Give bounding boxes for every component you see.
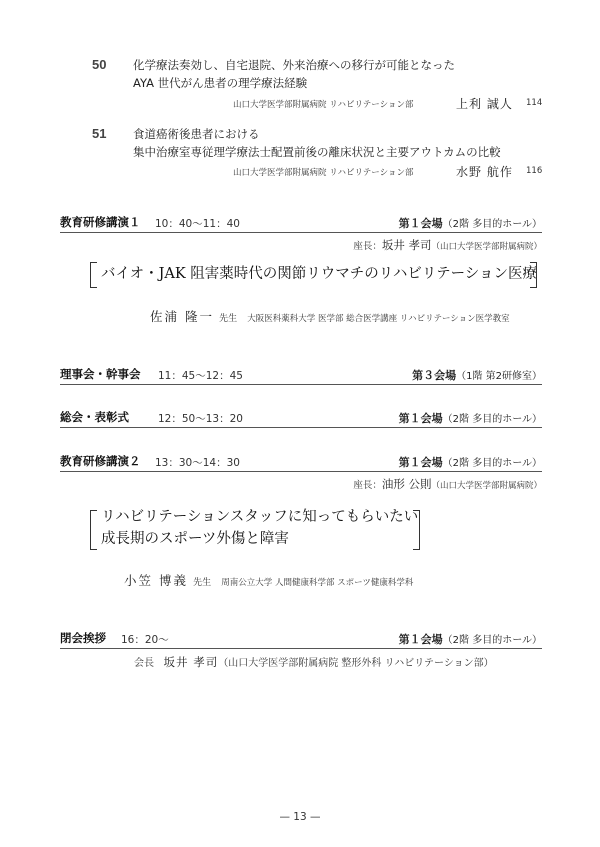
section-title-lecture2: 教育研修講演２ xyxy=(60,454,141,468)
section-time: 13：30～14：30 xyxy=(155,457,240,469)
bracket-left xyxy=(90,510,97,550)
chair-affiliation: （山口大学医学部附属病院） xyxy=(431,242,542,252)
presentation-page: 116 xyxy=(526,166,543,176)
bracket-left xyxy=(90,262,97,288)
lecture-title: バイオ・JAK 阻害薬時代の関節リウマチのリハビリテーション医療 xyxy=(101,266,537,282)
venue-main: 第３会場 xyxy=(412,369,457,382)
chair-line xyxy=(353,476,542,492)
chair-affiliation: （山口大学医学部附属病院） xyxy=(431,481,542,491)
speaker-name: 佐浦 隆一 xyxy=(150,309,214,324)
section-venue xyxy=(399,631,542,647)
section-divider xyxy=(60,471,542,472)
venue-detail: （2階 多目的ホール） xyxy=(442,219,542,230)
venue-main: 第１会場 xyxy=(398,412,443,425)
chair-name: 坂井 孝司 xyxy=(381,238,432,252)
presentation-affiliation: 山口大学医学部附属病院 リハビリテーション部 xyxy=(233,168,414,178)
section-venue xyxy=(399,215,542,231)
presentation-title-line1: 食道癌術後患者における xyxy=(133,127,260,141)
venue-detail: （1階 第2研修室） xyxy=(456,371,542,382)
presentation-title-line1: 化学療法奏効し、自宅退院、外来治療への移行が可能となった xyxy=(133,58,455,72)
section-title-board: 理事会・幹事会 xyxy=(60,367,141,381)
venue-main: 第１会場 xyxy=(398,633,443,646)
venue-main: 第１会場 xyxy=(398,456,443,469)
presentation-author: 水野 航作 xyxy=(456,165,513,179)
section-time: 11：45～12：45 xyxy=(158,370,243,382)
lecture-title-line1: リハビリテーションスタッフに知ってもらいたい xyxy=(101,509,419,525)
section-divider xyxy=(60,427,542,428)
presentation-title-line2: AYA 世代がん患者の理学療法経験 xyxy=(133,76,308,90)
section-divider xyxy=(60,384,542,385)
section-venue xyxy=(399,410,542,426)
section-venue xyxy=(399,454,542,470)
section-time: 12：50～13：20 xyxy=(158,413,243,425)
presentation-author: 上利 誠人 xyxy=(456,97,513,111)
chair-label: 座長： xyxy=(353,241,382,252)
section-title-general: 総会・表彰式 xyxy=(60,410,129,424)
section-title-closing: 閉会挨拶 xyxy=(60,631,106,645)
speaker-affiliation: 大阪医科薬科大学 医学部 総合医学講座 リハビリテーション医学教室 xyxy=(247,314,510,324)
speaker-honorific: 先生 xyxy=(193,578,212,588)
presentation-page: 114 xyxy=(526,98,543,108)
closing-affiliation: （山口大学医学部附属病院 整形外科 リハビリテーション部） xyxy=(218,658,494,669)
closing-role: 会長 xyxy=(134,658,154,669)
speaker-line xyxy=(150,306,510,325)
speaker-name: 小笠 博義 xyxy=(124,573,188,588)
closing-name: 坂井 孝司 xyxy=(163,655,219,669)
speaker-affiliation: 周南公立大学 人間健康科学部 スポーツ健康科学科 xyxy=(221,578,414,588)
venue-main: 第１会場 xyxy=(398,217,443,230)
section-time: 16：20～ xyxy=(121,634,169,646)
presentation-title-line2: 集中治療室専従理学療法士配置前後の離床状況と主要アウトカムの比較 xyxy=(133,145,501,159)
bracket-right xyxy=(530,262,537,288)
venue-detail: （2階 多目的ホール） xyxy=(442,414,542,425)
chair-label: 座長： xyxy=(353,480,382,491)
presentation-number: 51 xyxy=(92,126,107,141)
section-divider xyxy=(60,232,542,233)
bracket-right xyxy=(413,510,420,550)
section-venue xyxy=(412,367,542,383)
speaker-honorific: 先生 xyxy=(219,314,238,324)
venue-detail: （2階 多目的ホール） xyxy=(442,458,542,469)
chair-line xyxy=(353,237,542,253)
presentation-affiliation: 山口大学医学部附属病院 リハビリテーション部 xyxy=(233,100,414,110)
page-number: — 13 — xyxy=(279,811,321,823)
chair-name: 油形 公則 xyxy=(381,477,432,491)
closing-line xyxy=(134,654,494,670)
section-title-lecture1: 教育研修講演１ xyxy=(60,215,141,229)
lecture-title-line2: 成長期のスポーツ外傷と障害 xyxy=(101,531,289,547)
section-divider xyxy=(60,648,542,649)
presentation-number: 50 xyxy=(92,57,107,72)
venue-detail: （2階 多目的ホール） xyxy=(442,635,542,646)
section-time: 10：40～11：40 xyxy=(155,218,240,230)
speaker-line xyxy=(124,570,413,589)
